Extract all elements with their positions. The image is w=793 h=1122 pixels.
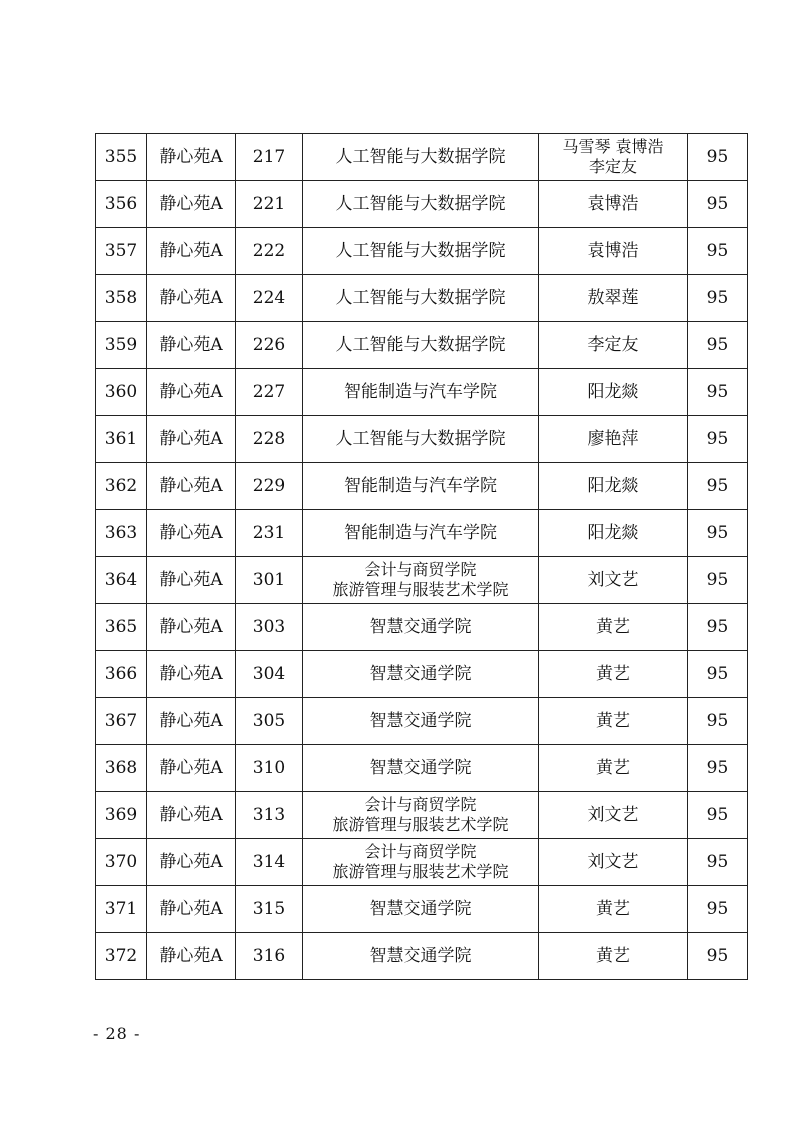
cell-room-number: 304: [236, 651, 303, 698]
cell-serial-number: 372: [96, 933, 147, 980]
cell-teacher-line: 刘文艺: [587, 852, 639, 872]
cell-college: [303, 839, 539, 886]
cell-teacher: [539, 369, 688, 416]
cell-score: 95: [688, 510, 748, 557]
table-row: [96, 933, 748, 980]
cell-serial-number: 355: [96, 134, 147, 181]
cell-college-line: 智能制造与汽车学院: [344, 476, 497, 496]
table-row: [96, 651, 748, 698]
cell-teacher: [539, 275, 688, 322]
cell-teacher-line: 李定友: [588, 157, 637, 176]
cell-college-line: 智慧交通学院: [369, 617, 472, 637]
cell-college-line: 智慧交通学院: [369, 664, 472, 684]
cell-score: 95: [688, 275, 748, 322]
cell-serial-number: 368: [96, 745, 147, 792]
cell-serial-number: 365: [96, 604, 147, 651]
table-row: [96, 322, 748, 369]
cell-college-line: 智慧交通学院: [369, 899, 472, 919]
dormitory-score-table: [95, 133, 748, 980]
cell-college-line: 智慧交通学院: [369, 711, 472, 731]
cell-college-line: 人工智能与大数据学院: [335, 241, 506, 261]
cell-score: 95: [688, 933, 748, 980]
table-row: [96, 698, 748, 745]
cell-teacher: [539, 557, 688, 604]
cell-college: [303, 557, 539, 604]
table-row: [96, 275, 748, 322]
cell-teacher: [539, 322, 688, 369]
cell-teacher-line: 黄艺: [596, 617, 630, 637]
cell-college-line: 智慧交通学院: [369, 758, 472, 778]
cell-college: [303, 416, 539, 463]
cell-teacher: [539, 933, 688, 980]
cell-score: 95: [688, 134, 748, 181]
cell-teacher-line: 刘文艺: [587, 570, 639, 590]
cell-teacher: [539, 134, 688, 181]
cell-teacher: [539, 510, 688, 557]
cell-college: [303, 463, 539, 510]
cell-college-line: 人工智能与大数据学院: [335, 194, 506, 214]
cell-serial-number: 358: [96, 275, 147, 322]
cell-room-number: 227: [236, 369, 303, 416]
cell-college: [303, 792, 539, 839]
cell-teacher-line: 黄艺: [596, 946, 630, 966]
cell-building: 静心苑A: [147, 181, 236, 228]
cell-college-line: 会计与商贸学院: [364, 842, 477, 861]
cell-serial-number: 367: [96, 698, 147, 745]
table-row: [96, 228, 748, 275]
cell-teacher: [539, 792, 688, 839]
cell-college-line: 人工智能与大数据学院: [335, 335, 506, 355]
cell-teacher-line: 阳龙燚: [587, 382, 639, 402]
cell-room-number: 221: [236, 181, 303, 228]
table-row: [96, 510, 748, 557]
cell-teacher-line: 李定友: [587, 335, 639, 355]
cell-college: [303, 604, 539, 651]
cell-teacher-line: 袁博浩: [587, 194, 639, 214]
cell-college-line: 会计与商贸学院: [364, 795, 477, 814]
cell-college: [303, 181, 539, 228]
table-row: [96, 463, 748, 510]
table-row: [96, 416, 748, 463]
cell-building: 静心苑A: [147, 416, 236, 463]
cell-college-line: 人工智能与大数据学院: [335, 429, 506, 449]
table-row: [96, 369, 748, 416]
cell-building: 静心苑A: [147, 275, 236, 322]
cell-college-line: 旅游管理与服装艺术学院: [332, 580, 509, 599]
table-row: [96, 745, 748, 792]
cell-score: 95: [688, 651, 748, 698]
cell-score: 95: [688, 369, 748, 416]
cell-teacher-line: 刘文艺: [587, 805, 639, 825]
cell-teacher-line: 敖翠莲: [587, 288, 639, 308]
cell-college: [303, 886, 539, 933]
cell-room-number: 226: [236, 322, 303, 369]
cell-room-number: 217: [236, 134, 303, 181]
cell-college-line: 人工智能与大数据学院: [335, 147, 506, 167]
cell-score: 95: [688, 792, 748, 839]
cell-serial-number: 369: [96, 792, 147, 839]
cell-teacher-line: 黄艺: [596, 664, 630, 684]
cell-building: 静心苑A: [147, 228, 236, 275]
cell-building: 静心苑A: [147, 792, 236, 839]
cell-teacher: [539, 651, 688, 698]
cell-building: 静心苑A: [147, 933, 236, 980]
table-row: [96, 886, 748, 933]
cell-teacher: [539, 745, 688, 792]
cell-room-number: 303: [236, 604, 303, 651]
cell-score: 95: [688, 416, 748, 463]
cell-college: [303, 745, 539, 792]
cell-college-line: 旅游管理与服装艺术学院: [332, 815, 509, 834]
table-row: [96, 181, 748, 228]
cell-room-number: 224: [236, 275, 303, 322]
cell-teacher-line: 阳龙燚: [587, 476, 639, 496]
cell-serial-number: 356: [96, 181, 147, 228]
cell-serial-number: 362: [96, 463, 147, 510]
cell-teacher: [539, 698, 688, 745]
table-row: [96, 134, 748, 181]
cell-college: [303, 322, 539, 369]
cell-college: [303, 698, 539, 745]
cell-score: 95: [688, 886, 748, 933]
cell-building: 静心苑A: [147, 463, 236, 510]
cell-score: 95: [688, 557, 748, 604]
cell-college: [303, 275, 539, 322]
cell-building: 静心苑A: [147, 557, 236, 604]
cell-room-number: 301: [236, 557, 303, 604]
cell-teacher: [539, 181, 688, 228]
cell-college: [303, 369, 539, 416]
cell-college-line: 旅游管理与服装艺术学院: [332, 862, 509, 881]
cell-building: 静心苑A: [147, 698, 236, 745]
cell-building: 静心苑A: [147, 886, 236, 933]
cell-college: [303, 134, 539, 181]
cell-building: 静心苑A: [147, 745, 236, 792]
cell-college: [303, 933, 539, 980]
cell-college-line: 会计与商贸学院: [364, 560, 477, 579]
cell-teacher: [539, 839, 688, 886]
cell-teacher: [539, 463, 688, 510]
cell-teacher: [539, 886, 688, 933]
cell-score: 95: [688, 463, 748, 510]
cell-college: [303, 510, 539, 557]
cell-serial-number: 363: [96, 510, 147, 557]
table-row: [96, 792, 748, 839]
cell-teacher-line: 马雪琴 袁博浩: [562, 137, 664, 156]
cell-score: 95: [688, 698, 748, 745]
cell-building: 静心苑A: [147, 839, 236, 886]
cell-teacher: [539, 228, 688, 275]
cell-building: 静心苑A: [147, 369, 236, 416]
cell-room-number: 313: [236, 792, 303, 839]
cell-room-number: 305: [236, 698, 303, 745]
cell-score: 95: [688, 228, 748, 275]
cell-building: 静心苑A: [147, 322, 236, 369]
cell-score: 95: [688, 181, 748, 228]
table-row: [96, 604, 748, 651]
cell-college-line: 智能制造与汽车学院: [344, 382, 497, 402]
cell-score: 95: [688, 322, 748, 369]
cell-college-line: 智慧交通学院: [369, 946, 472, 966]
page-number: - 28 -: [93, 1024, 141, 1043]
cell-serial-number: 359: [96, 322, 147, 369]
cell-college-line: 人工智能与大数据学院: [335, 288, 506, 308]
cell-serial-number: 366: [96, 651, 147, 698]
cell-score: 95: [688, 839, 748, 886]
cell-serial-number: 360: [96, 369, 147, 416]
cell-college: [303, 651, 539, 698]
cell-room-number: 314: [236, 839, 303, 886]
cell-teacher-line: 袁博浩: [587, 241, 639, 261]
cell-room-number: 231: [236, 510, 303, 557]
cell-room-number: 229: [236, 463, 303, 510]
cell-building: 静心苑A: [147, 134, 236, 181]
cell-building: 静心苑A: [147, 651, 236, 698]
cell-score: 95: [688, 745, 748, 792]
cell-building: 静心苑A: [147, 604, 236, 651]
cell-room-number: 316: [236, 933, 303, 980]
cell-teacher-line: 黄艺: [596, 711, 630, 731]
cell-serial-number: 361: [96, 416, 147, 463]
cell-teacher: [539, 416, 688, 463]
cell-college-line: 智能制造与汽车学院: [344, 523, 497, 543]
cell-serial-number: 357: [96, 228, 147, 275]
cell-teacher: [539, 604, 688, 651]
table-row: [96, 839, 748, 886]
cell-room-number: 310: [236, 745, 303, 792]
cell-room-number: 228: [236, 416, 303, 463]
cell-serial-number: 364: [96, 557, 147, 604]
cell-serial-number: 371: [96, 886, 147, 933]
table-row: [96, 557, 748, 604]
cell-serial-number: 370: [96, 839, 147, 886]
cell-teacher-line: 黄艺: [596, 899, 630, 919]
cell-teacher-line: 阳龙燚: [587, 523, 639, 543]
cell-room-number: 315: [236, 886, 303, 933]
cell-score: 95: [688, 604, 748, 651]
cell-teacher-line: 黄艺: [596, 758, 630, 778]
cell-room-number: 222: [236, 228, 303, 275]
cell-college: [303, 228, 539, 275]
cell-building: 静心苑A: [147, 510, 236, 557]
cell-teacher-line: 廖艳萍: [587, 429, 639, 449]
table-body: [96, 134, 748, 980]
